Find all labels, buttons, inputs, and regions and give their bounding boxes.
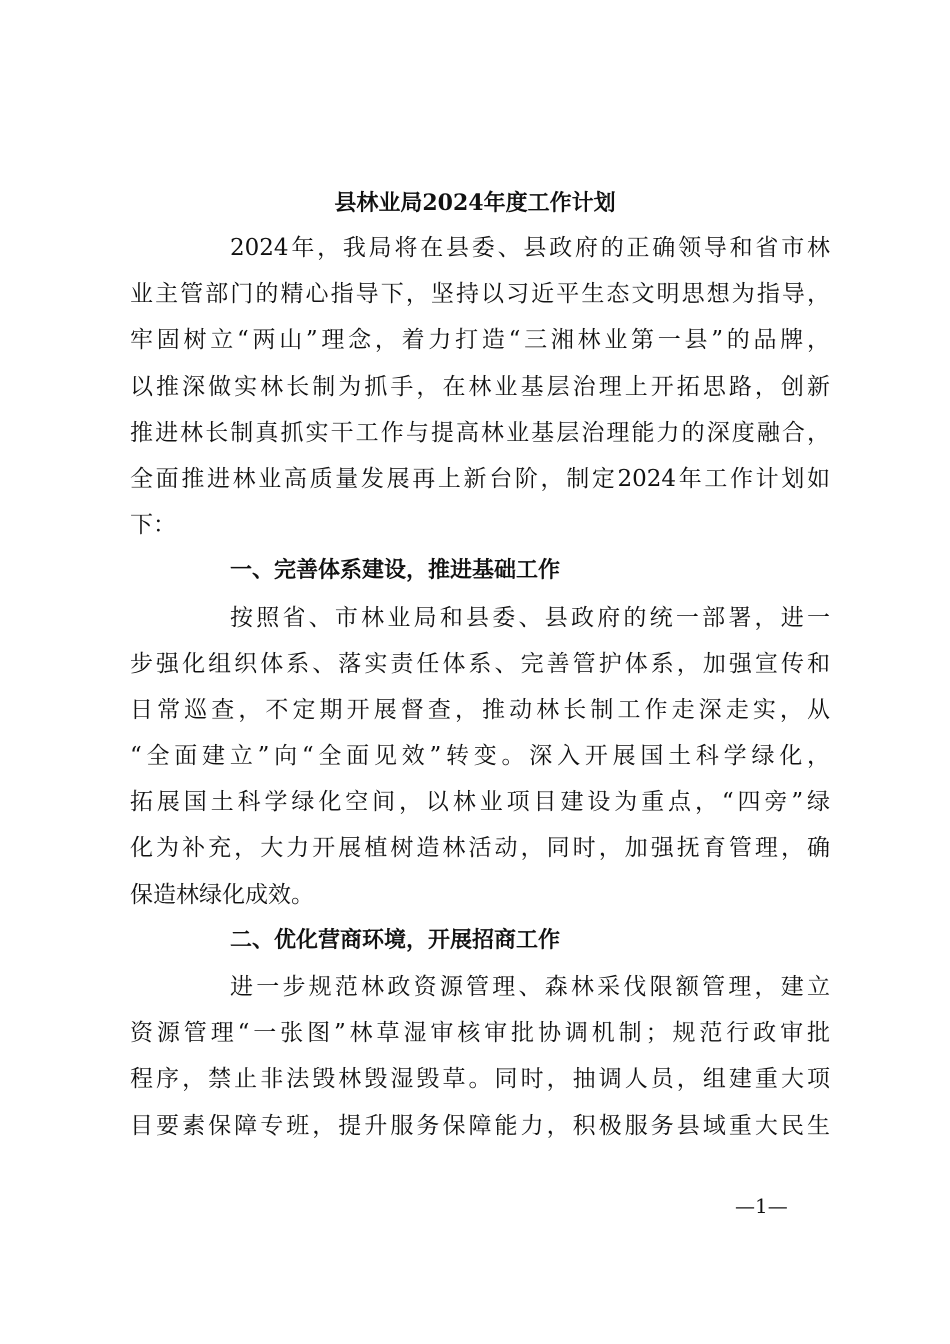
- paragraph-line: 保造林绿化成效。: [130, 881, 314, 908]
- paragraph-line: 拓展国土科学绿化空间，以林业项目建设为重点，“四旁”绿: [130, 789, 830, 816]
- page-number: —1—: [735, 1194, 788, 1218]
- document-title: 县林业局2024年度工作计划: [334, 190, 616, 216]
- intro-line: 2024年，我局将在县委、县政府的正确领导和省市林: [230, 235, 830, 261]
- intro-line: 下：: [130, 512, 176, 539]
- intro-line: 以推深做实林长制为抓手，在林业基层治理上开拓思路，创新: [130, 373, 830, 400]
- paragraph-line: 进一步规范林政资源管理、森林采伐限额管理，建立: [230, 974, 830, 1000]
- paragraph-line: 化为补充，大力开展植树造林活动，同时，加强抚育管理，确: [130, 835, 830, 862]
- intro-line: 业主管部门的精心指导下，坚持以习近平生态文明思想为指导，: [130, 281, 830, 308]
- section-heading: 一、完善体系建设，推进基础工作: [230, 558, 561, 584]
- paragraph-line: 目要素保障专班，提升服务保障能力，积极服务县域重大民生: [130, 1112, 830, 1139]
- document-body: [130, 225, 830, 1149]
- paragraph-line: “全面建立”向“全面见效”转变。深入开展国土科学绿化，: [130, 743, 830, 770]
- paragraph-line: 步强化组织体系、落实责任体系、完善管护体系，加强宣传和: [130, 650, 830, 677]
- paragraph-line: 资源管理“一张图”林草湿审核审批协调机制；规范行政审批: [130, 1020, 830, 1047]
- intro-line: 推进林长制真抓实干工作与提高林业基层治理能力的深度融合，: [130, 419, 830, 446]
- paragraph-line: 日常巡查，不定期开展督查，推动林长制工作走深走实，从: [130, 696, 830, 723]
- paragraph-line: 按照省、市林业局和县委、县政府的统一部署，进一: [230, 604, 830, 631]
- intro-line: 牢固树立“两山”理念，着力打造“三湘林业第一县”的品牌，: [130, 327, 830, 354]
- intro-line: 全面推进林业高质量发展再上新台阶，制定2024年工作计划如: [130, 465, 830, 492]
- paragraph-line: 程序，禁止非法毁林毁湿毁草。同时，抽调人员，组建重大项: [130, 1066, 830, 1093]
- section-heading: 二、优化营商环境，开展招商工作: [230, 927, 561, 953]
